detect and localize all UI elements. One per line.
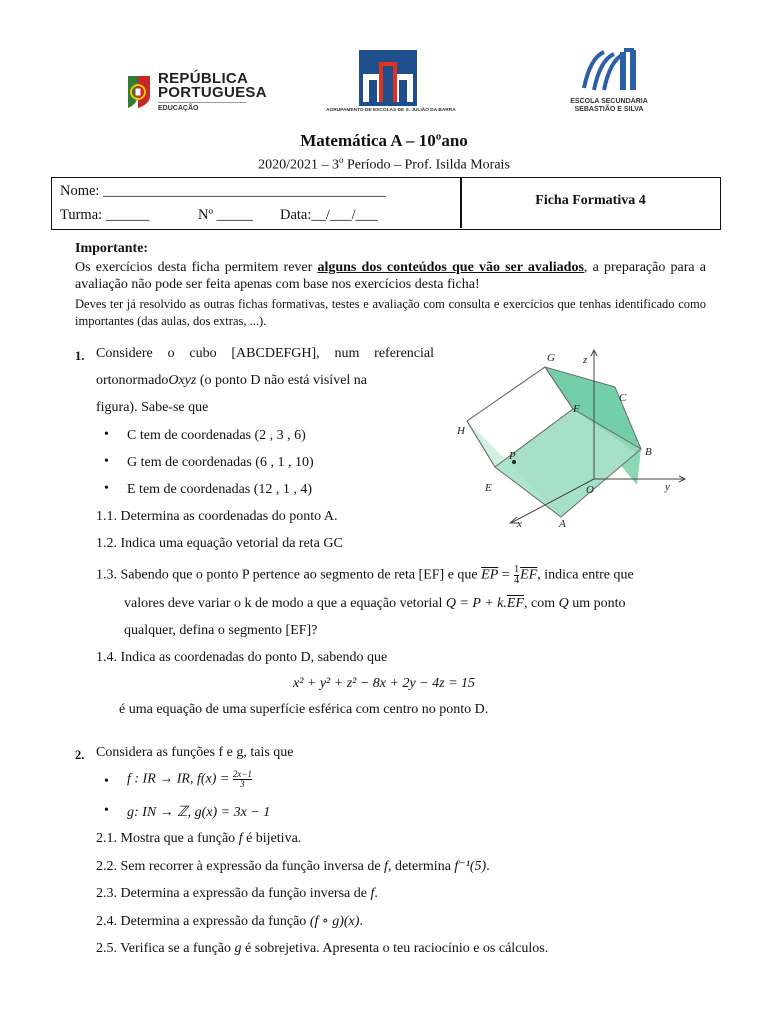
importante-note: Deves ter já resolvido as outras fichas formativas, testes e avaliação com consulta e exercícios que tenhas identificado como importantes (das aulas, dos extras, ...). xyxy=(75,297,706,328)
nome-field[interactable]: Nome: _______________________________________ xyxy=(60,183,386,199)
g-definition: g: IN → ℤ, g(x) = 3x − 1 xyxy=(127,805,271,820)
imp-p1a: Os exercícios desta ficha permitem rever xyxy=(75,260,318,275)
label-b: B xyxy=(645,446,652,458)
q23-b: . xyxy=(374,886,378,901)
q13-q: Q xyxy=(558,596,569,611)
label-g: G xyxy=(547,352,555,364)
label-a: A xyxy=(559,518,566,530)
agrupamento-logo xyxy=(326,50,456,118)
escola-line1: ESCOLA SECUNDÁRIA xyxy=(570,98,648,105)
q24-m: (f ∘ g)(x) xyxy=(309,914,360,929)
q1-line3: figura). Sabe-se que xyxy=(96,400,209,415)
q1-3-line2 xyxy=(124,596,626,612)
q1-4-conclusion: é uma equação de uma superfície esférica com centro no ponto D. xyxy=(119,702,489,717)
q2-1 xyxy=(96,831,301,847)
label-e: E xyxy=(485,482,492,494)
q1-l2m: Oxyz xyxy=(168,373,197,388)
q13-eq: = xyxy=(498,567,514,583)
q1-3-line1 xyxy=(96,565,634,586)
q1-bullet-g: G tem de coordenadas (6 , 1 , 10) xyxy=(127,455,314,470)
q2-number: 2. xyxy=(75,748,85,762)
q1-line2 xyxy=(96,373,434,389)
turma-field[interactable]: Turma: ______ xyxy=(60,207,150,223)
ficha-title: Ficha Formativa 4 xyxy=(535,193,646,208)
q21-b: é bijetiva. xyxy=(242,831,302,846)
escola-line2: SEBASTIÃO E SILVA xyxy=(574,105,644,113)
f-frac-num: 2x−1 xyxy=(232,769,252,779)
label-o: O xyxy=(586,484,594,496)
q13-a: 1.3. Sabendo que o ponto P pertence ao segmento de reta [EF] e que xyxy=(96,567,482,583)
q1-bullet-e: E tem de coordenadas (12 , 1 , 4) xyxy=(127,482,313,497)
q2-3 xyxy=(96,886,378,902)
label-y: y xyxy=(665,481,670,493)
q23-a: 2.3. Determina a expressão da função inversa de xyxy=(96,886,371,901)
q22-a: 2.2. Sem recorrer à expressão da função inversa de xyxy=(96,859,385,874)
q2-5 xyxy=(96,941,548,957)
sphere-equation: x² + y² + z² − 8x + 2y − 4z = 15 xyxy=(292,676,476,691)
q13-vec-ef2: $\overline{EF}$ xyxy=(506,596,524,611)
q1-1: 1.1. Determina as coordenadas do ponto A. xyxy=(96,509,338,524)
subtitle-post: Período – Prof. Isilda Morais xyxy=(343,157,510,173)
data-field[interactable]: Data:__/___/___ xyxy=(280,207,378,223)
q1-3-line3: qualquer, defina o segmento [EF]? xyxy=(124,623,318,638)
q23-f: f xyxy=(370,886,375,901)
cube-figure xyxy=(449,345,696,535)
imp-p1c: , a preparação para a avaliação não pode ser feita apenas com base nos exercícios desta ficha! xyxy=(75,260,706,292)
subtitle-sup: o xyxy=(338,155,344,165)
q1-2: 1.2. Indica uma equação vetorial da reta GC xyxy=(96,536,343,551)
republica-portuguesa-logo xyxy=(124,70,267,116)
q13-vec-ef: $\overline{EF}$ xyxy=(520,567,538,583)
q13-c: valores deve variar o k de modo a que a equação vetorial xyxy=(124,596,446,611)
bullet-dot: • xyxy=(104,774,109,789)
page-title: Matemática A – 10ºano xyxy=(300,131,468,150)
q25-g: g xyxy=(234,941,242,956)
logo-republica-line3: EDUCAÇÃO xyxy=(158,105,199,112)
q2-4 xyxy=(96,913,363,930)
page-subtitle xyxy=(0,155,768,174)
label-p: P xyxy=(509,450,516,462)
q1-line1: Considere o cubo [ABCDEFGH], num referencial xyxy=(96,346,434,361)
escola-caption xyxy=(568,98,650,113)
label-x: x xyxy=(517,518,522,530)
q13-b: , indica entre que xyxy=(537,567,634,583)
q22-b: , determina xyxy=(387,859,455,874)
student-info-table xyxy=(51,177,721,230)
escola-secundaria-logo xyxy=(568,48,650,120)
q24-a: 2.4. Determina a expressão da função xyxy=(96,914,310,929)
label-h: H xyxy=(457,425,465,437)
bullet-dot: • xyxy=(104,803,109,818)
label-c: C xyxy=(619,392,627,404)
escola-emblem-icon xyxy=(580,48,638,94)
agrupamento-caption: AGRUPAMENTO DE ESCOLAS DE S. JULIÃO DA BARRA xyxy=(326,108,456,113)
q13-e: um ponto xyxy=(568,596,626,611)
q2-2 xyxy=(96,858,490,875)
q22-m: f⁻¹(5) xyxy=(454,859,487,874)
q25-a: 2.5. Verifica se a função xyxy=(96,941,235,956)
q25-b: é sobrejetiva. Apresenta o teu raciocínio e os cálculos. xyxy=(241,941,549,956)
q21-a: 2.1. Mostra que a função xyxy=(96,831,239,846)
q1-4: 1.4. Indica as coordenadas do ponto D, sabendo que xyxy=(96,650,388,665)
q13-d: , com xyxy=(524,596,559,611)
q13-frac-num: 1 xyxy=(514,564,520,575)
importante-paragraph xyxy=(75,259,706,293)
f-frac-den: 3 xyxy=(240,779,245,789)
logo-rule xyxy=(158,102,246,103)
logo-republica-line1: REPÚBLICA xyxy=(158,70,249,87)
label-z: z xyxy=(583,354,588,366)
subtitle-pre: 2020/2021 – 3 xyxy=(258,157,339,173)
q1-number: 1. xyxy=(75,349,85,363)
q24-b: . xyxy=(359,914,363,929)
q1-l2b: (o ponto D não está visível na xyxy=(196,373,368,388)
f-def: f : IR → IR, f(x) = xyxy=(127,771,233,787)
logo-republica-line2: PORTUGUESA xyxy=(158,84,267,101)
bullet-dot: • xyxy=(104,454,109,469)
importante-heading: Importante: xyxy=(75,241,149,256)
bullet-dot: • xyxy=(104,481,109,496)
agrupamento-emblem-icon xyxy=(359,50,417,106)
q22-f: f xyxy=(384,859,388,874)
portugal-emblem-icon xyxy=(124,74,154,110)
q13-vec-ep: $\overline{EP}$ xyxy=(481,567,499,583)
q22-c: . xyxy=(486,859,490,874)
q13-frac-den: 4 xyxy=(514,575,520,586)
q21-f: f xyxy=(238,831,243,846)
f-definition xyxy=(127,770,252,789)
label-f: F xyxy=(573,403,580,415)
q2-intro: Considera as funções f e g, tais que xyxy=(96,745,294,760)
bullet-dot: • xyxy=(104,427,109,442)
q1-l2a: ortonormado xyxy=(96,373,169,388)
numero-field[interactable]: Nº _____ xyxy=(198,207,253,223)
q1-bullet-c: C tem de coordenadas (2 , 3 , 6) xyxy=(127,428,306,443)
q13-m: Q = P + k. xyxy=(445,596,507,611)
imp-p1b: alguns dos conteúdos que vão ser avaliados xyxy=(317,260,584,275)
